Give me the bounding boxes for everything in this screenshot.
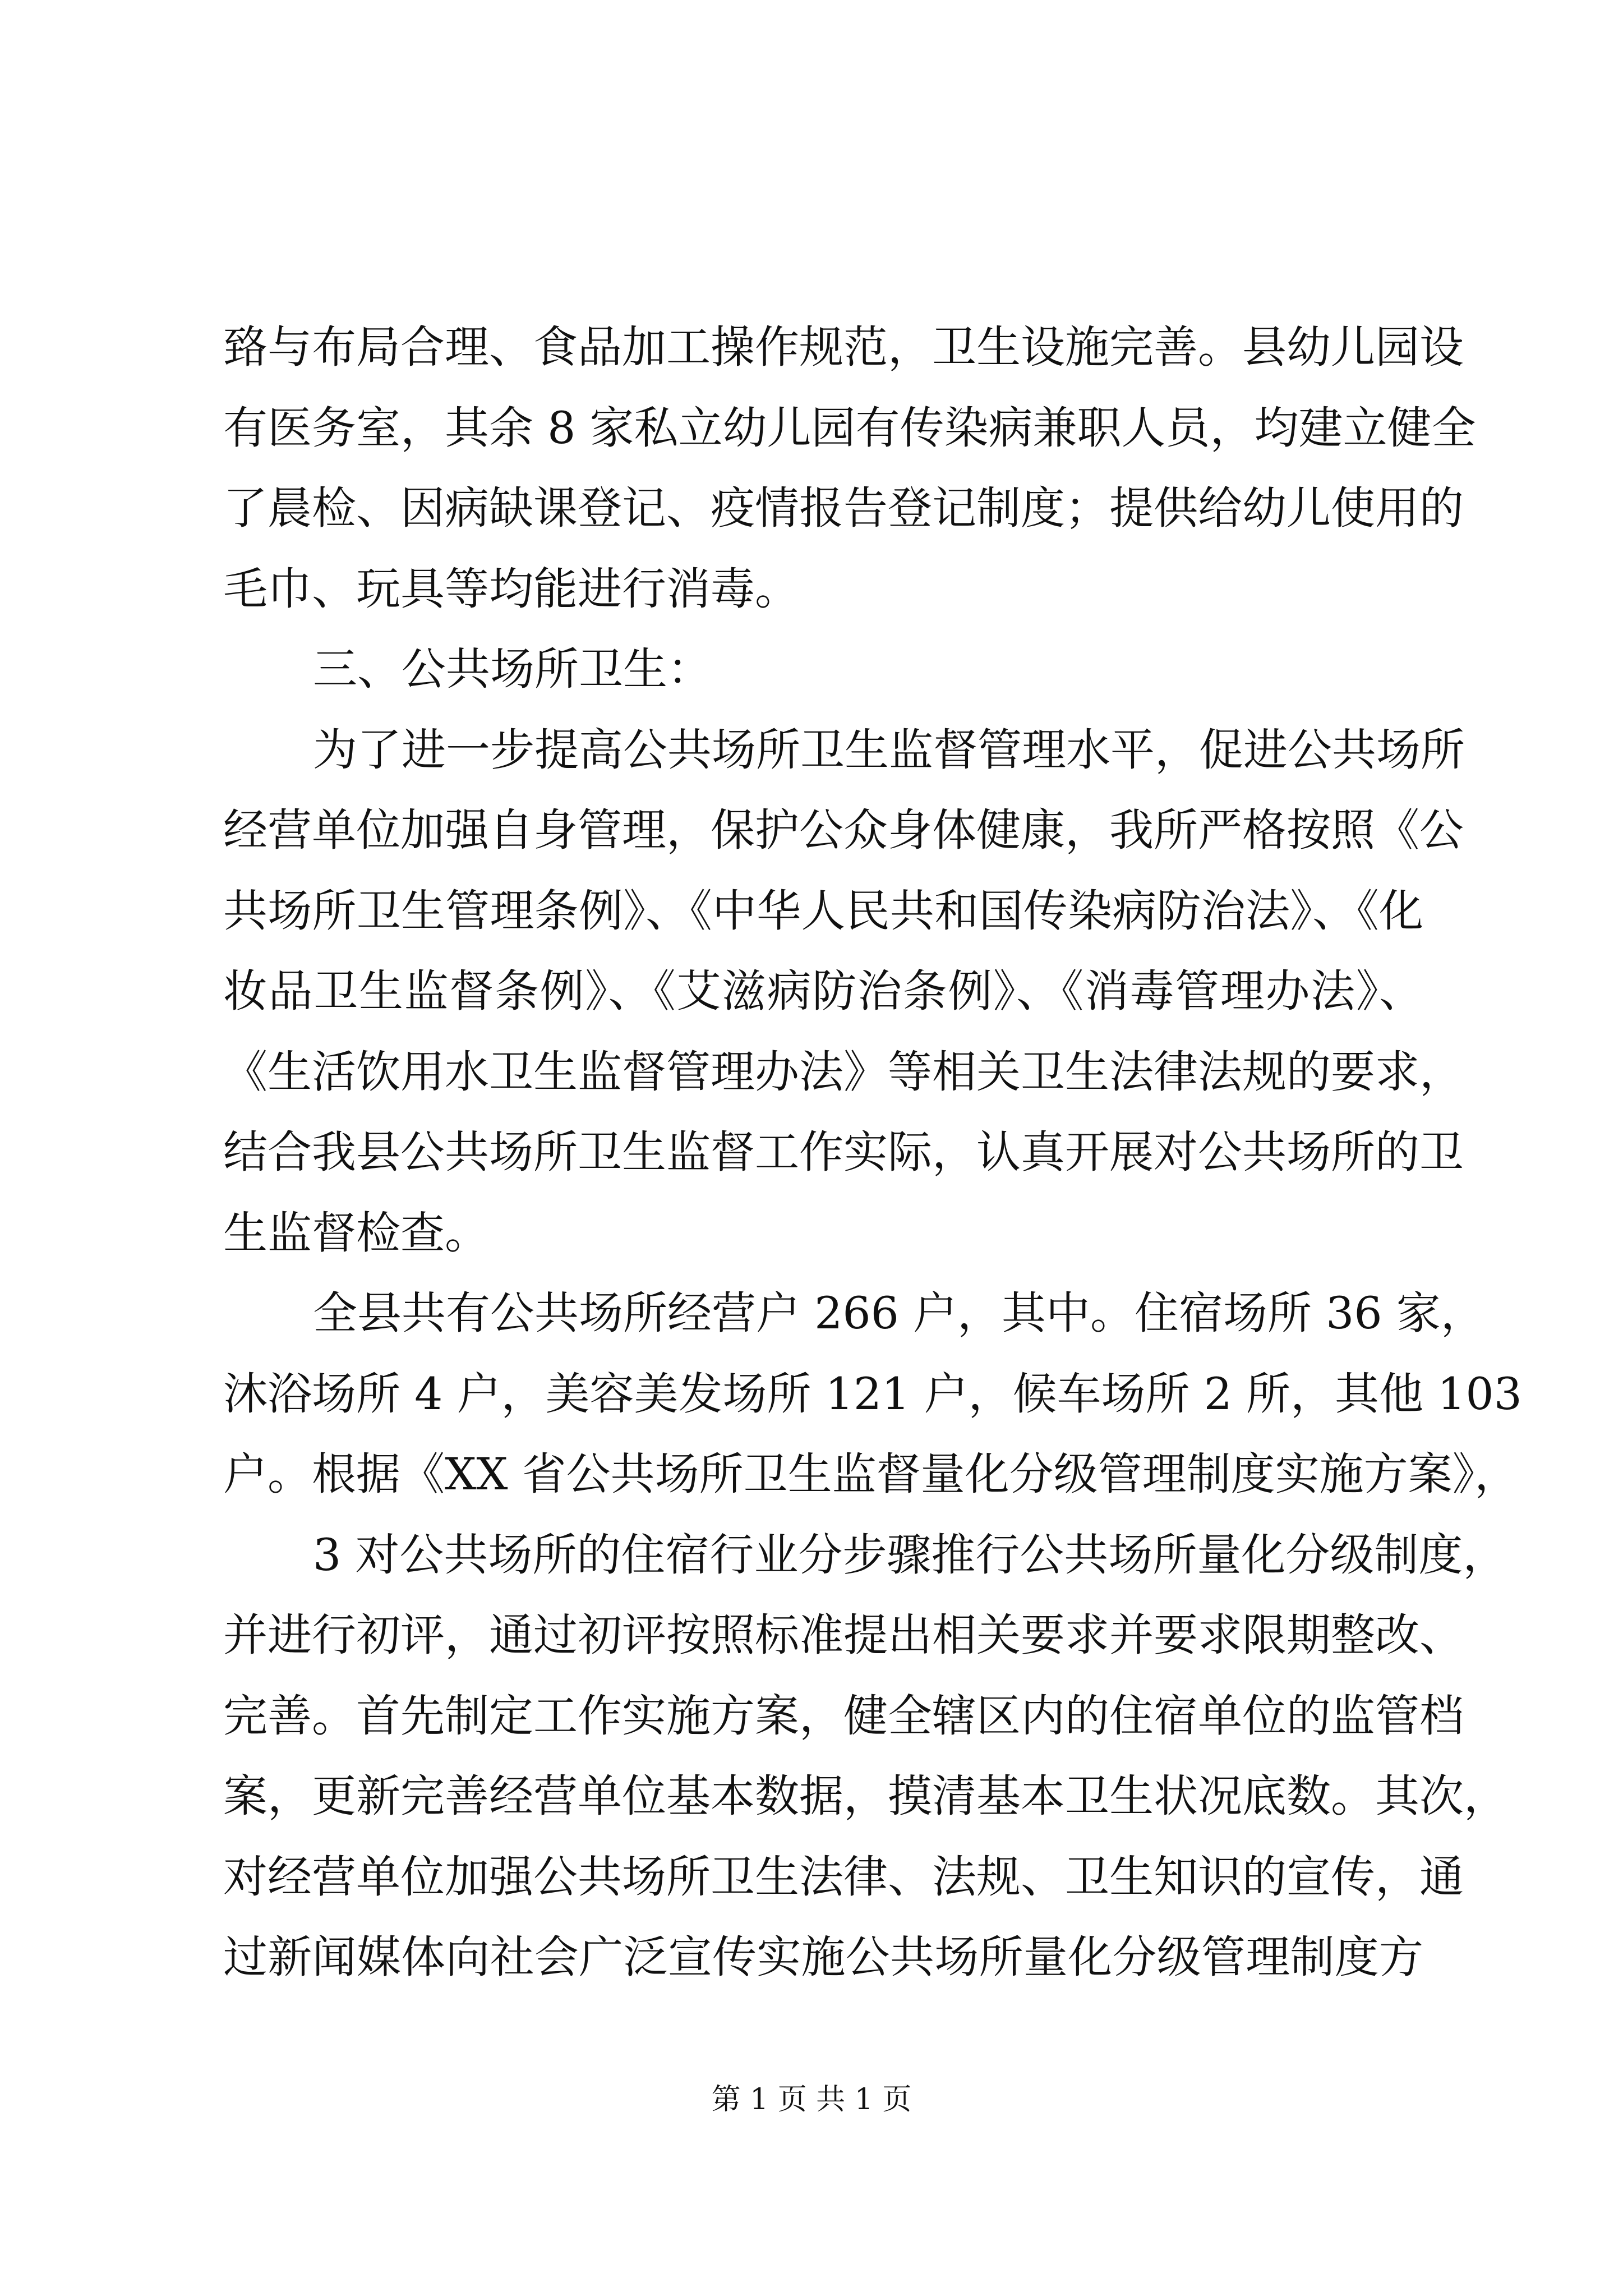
text-line: 《生活饮用水卫生监督管理办法》等相关卫生法律法规的要求， (223, 1046, 1464, 1098)
text-line: 生监督检查。 (223, 1207, 489, 1259)
section-heading: 三、公共场所卫生： (313, 643, 712, 695)
text-line: 结合我县公共场所卫生监督工作实际，认真开展对公共场所的卫 (223, 1126, 1464, 1178)
text-line: 对经营单位加强公共场所卫生法律、法规、卫生知识的宣传，通 (223, 1851, 1464, 1903)
document-body (223, 307, 1522, 1998)
text-line: 妆品卫生监督条例》、《艾滋病防治条例》、《消毒管理办法》、 (223, 965, 1423, 1017)
text-line: 臵与布局合理、食品加工操作规范，卫生设施完善。县幼儿园设 (223, 321, 1464, 373)
text-line: 过新闻媒体向社会广泛宣传实施公共场所量化分级管理制度方 (223, 1931, 1423, 1983)
text-line: 户。根据《XX 省公共场所卫生监督量化分级管理制度实施方案》， (223, 1448, 1519, 1500)
text-line: 3 对公共场所的住宿行业分步骤推行公共场所量化分级制度， (313, 1529, 1507, 1581)
text-line: 有医务室，其余 8 家私立幼儿园有传染病兼职人员，均建立健全 (223, 402, 1476, 454)
text-line: 为了进一步提高公共场所卫生监督管理水平，促进公共场所 (313, 724, 1465, 776)
text-line: 完善。首先制定工作实施方案，健全辖区内的住宿单位的监管档 (223, 1690, 1464, 1742)
page-number-footer: 第 1 页 共 1 页 (711, 2083, 912, 2116)
text-line: 全县共有公共场所经营户 266 户，其中。住宿场所 36 家， (313, 1287, 1485, 1339)
text-line: 并进行初评，通过初评按照标准提出相关要求并要求限期整改、 (223, 1609, 1464, 1661)
text-line: 沐浴场所 4 户，美容美发场所 121 户，候车场所 2 所，其他 103 (223, 1368, 1522, 1420)
text-line: 经营单位加强自身管理，保护公众身体健康，我所严格按照《公 (223, 804, 1464, 856)
text-line: 共场所卫生管理条例》、《中华人民共和国传染病防治法》、《化 (223, 885, 1423, 937)
text-line: 了晨检、因病缺课登记、疫情报告登记制度；提供给幼儿使用的 (223, 482, 1464, 534)
text-line: 案，更新完善经营单位基本数据，摸清基本卫生状况底数。其次， (223, 1770, 1508, 1822)
text-line: 毛巾、玩具等均能进行消毒。 (223, 563, 799, 615)
